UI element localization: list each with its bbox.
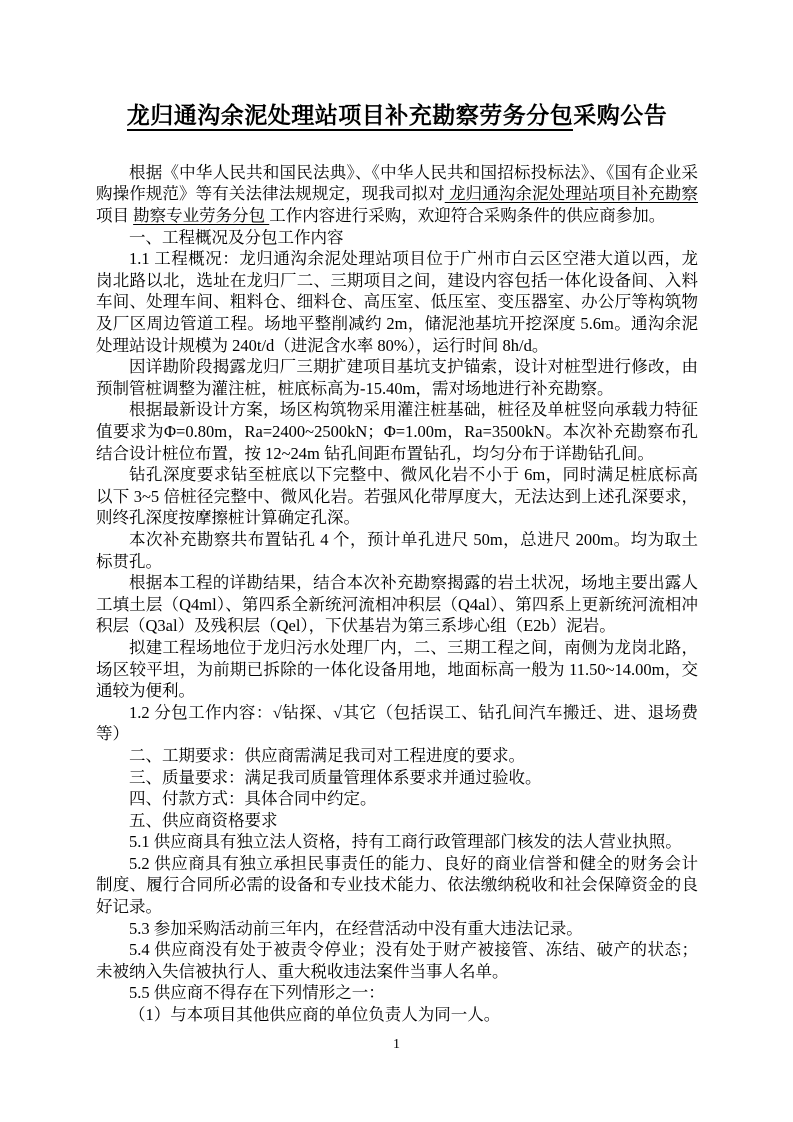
text-segment: 四、付款方式：具体合同中约定。 — [129, 789, 377, 809]
text-segment: 拟建工程场地位于龙归污水处理厂内，二、三期工程之间，南侧为龙岗北路，场区较平坦，为前期已拆除的一体化设备用地，地面标高一般为 11.50~14.00m，交通较为便利。 — [96, 637, 698, 701]
text-segment: 三、质量要求：满足我司质量管理体系要求并通过验收。 — [129, 767, 542, 787]
clause-5-3 — [96, 918, 698, 940]
page-number: 1 — [393, 1037, 400, 1052]
text-segment: 采购公告 — [573, 103, 668, 128]
legal-basis-paragraph — [96, 162, 698, 227]
text-segment: 一、工程概况及分包工作内容 — [129, 227, 344, 247]
site-location-paragraph — [96, 637, 698, 702]
section-1-heading — [96, 227, 698, 249]
drilling-depth-paragraph — [96, 464, 698, 529]
design-scheme-paragraph — [96, 399, 698, 464]
clause-5-4 — [96, 939, 698, 982]
borehole-layout-paragraph — [96, 529, 698, 572]
text-segment: 1.2 分包工作内容：√钻探、√其它（包括误工、钻孔间汽车搬迁、进、退场费等） — [96, 702, 698, 744]
text-segment: 本次补充勘察共布置钻孔 4 个，预计单孔进尺 50m，总进尺 200m。均为取土标贯孔。 — [96, 529, 698, 571]
text-segment: 五、供应商资格要求 — [129, 810, 278, 830]
clause-5-2 — [96, 853, 698, 918]
text-segment: 5.4 供应商没有处于被责令停业；没有处于财产被接管、冻结、破产的状态；未被纳入失信被执行人、重大税收违法案件当事人名单。 — [96, 940, 698, 981]
underlined-text: 勘察专业劳务分包 — [133, 206, 270, 226]
text-segment: 项目 — [96, 206, 134, 226]
project-overview-paragraph — [96, 248, 698, 356]
underlined-text: 龙归通沟余泥处理站项目补充勘察 — [444, 184, 699, 204]
subcontract-scope-paragraph — [96, 702, 698, 745]
section-5-heading — [96, 810, 698, 832]
text-segment: （1）与本项目其他供应商的单位负责人为同一人。 — [129, 1005, 501, 1025]
text-segment: 二、工期要求：供应商需满足我司对工程进度的要求。 — [129, 745, 525, 765]
page-title — [96, 101, 698, 131]
clause-5-1 — [96, 831, 698, 853]
text-segment: 5.5 供应商不得存在下列情形之一： — [129, 983, 385, 1003]
text-segment: 5.3 参加采购活动前三年内，在经营活动中没有重大违法记录。 — [129, 918, 583, 938]
clause-5-5-item-1 — [96, 1004, 698, 1026]
clause-5-5 — [96, 982, 698, 1004]
section-2-schedule — [96, 745, 698, 767]
text-segment: 5.2 供应商具有独立承担民事责任的能力、良好的商业信誉和健全的财务会计制度、履行合同所必需的设备和专业技术能力、依法缴纳税收和社会保障资金的良好记录。 — [96, 853, 698, 917]
text-segment: 根据《中华人民共和国民法典》、《中华人民共和国招标投标法》、《国有企业采购操作规范》等有关法律法规规定，现我司拟对 — [96, 162, 698, 204]
section-3-quality — [96, 767, 698, 789]
pile-modification-paragraph — [96, 356, 698, 399]
text-segment: 工作内容进行采购，欢迎符合采购条件的供应商参加。 — [269, 206, 666, 226]
geology-paragraph — [96, 572, 698, 637]
document-body — [96, 162, 698, 1026]
text-segment: 钻孔深度要求钻至桩底以下完整中、微风化岩不小于 6m，同时满足桩底标高以下 3~5 倍桩径完整中、微风化岩。若强风化带厚度大，无法达到上述孔深要求，则终孔深度按摩擦桩计算确定孔深。 — [96, 465, 698, 528]
underlined-text: 龙归通沟余泥处理站项目补充勘察劳务分包 — [127, 103, 574, 131]
text-segment: 根据本工程的详勘结果，结合本次补充勘察揭露的岩土状况，场地主要出露人工填土层（Q4ml）、第四系全新统河流相冲积层（Q4al）、第四系上更新统河流相冲积层（Q3al）及残积层（Qel），下伏基岩为第三系埗心组（E2b）泥岩。 — [96, 573, 698, 636]
text-segment: 根据最新设计方案，场区构筑物采用灌注桩基础，桩径及单桩竖向承载力特征值要求为Φ=0.80m，Ra=2400~2500kN；Φ=1.00m，Ra=3500kN。本次补充勘察布孔结合设计桩位布置，按 12~24m 钻孔间距布置钻孔，均匀分布于详勘钻孔间。 — [96, 400, 698, 463]
text-segment: 5.1 供应商具有独立法人资格，持有工商行政管理部门核发的法人营业执照。 — [129, 832, 682, 852]
text-segment: 1.1 工程概况：龙归通沟余泥处理站项目位于广州市白云区空港大道以西，龙岗北路以北，选址在龙归厂二、三期项目之间，建设内容包括一体化设备间、入料车间、处理车间、粗料仓、细料仓、高压室、低压室、变压器室、办公厅等构筑物及厂区周边管道工程。场地平整削减约 2m，储泥池基坑开挖深度 5.6m。通沟余泥处理站设计规模为 240t/d（进泥含水率 80%），运行时间 8h/d。 — [96, 249, 698, 355]
text-segment: 因详勘阶段揭露龙归厂三期扩建项目基坑支护锚索，设计对桩型进行修改，由预制管桩调整为灌注桩，桩底标高为-15.40m，需对场地进行补充勘察。 — [96, 357, 698, 398]
section-4-payment — [96, 788, 698, 810]
